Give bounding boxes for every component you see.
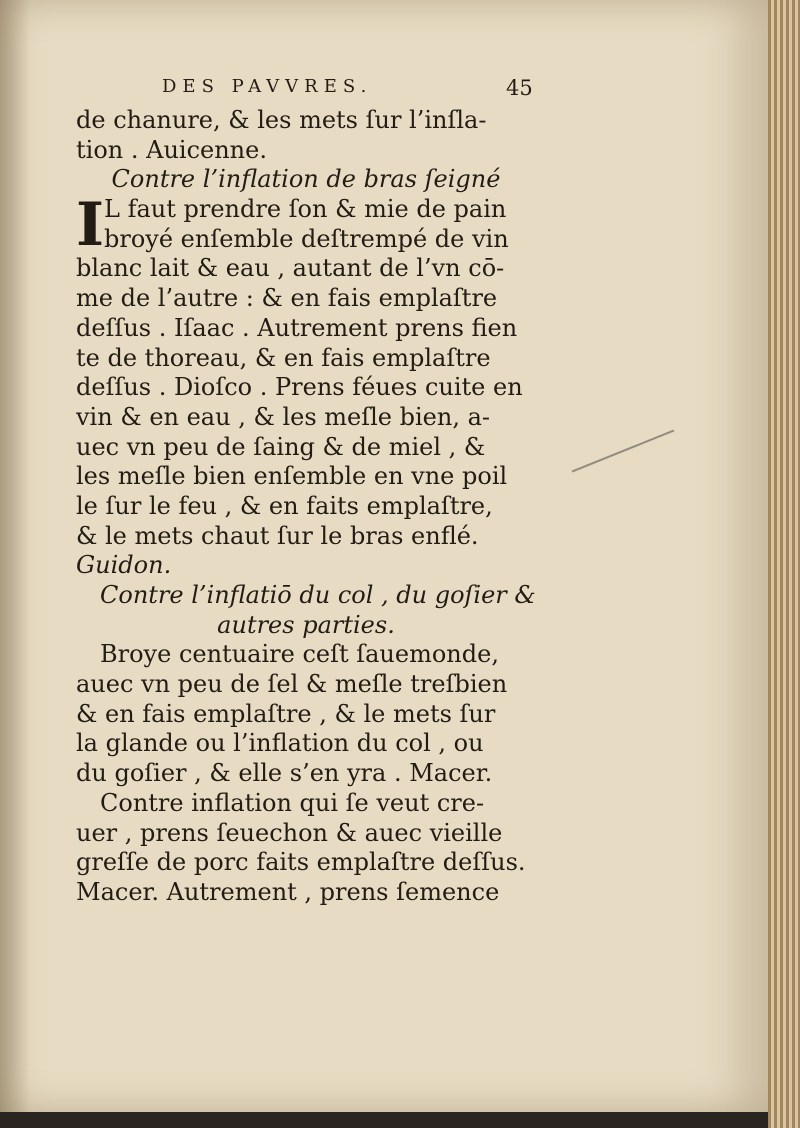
text-line: uec vn peu de ſaing & de miel , & xyxy=(76,432,486,461)
drop-cap: I xyxy=(76,190,105,261)
section-heading: Contre l’inflation de bras ſeigné xyxy=(111,165,501,194)
text-line: broyé enſemble deſtrempé de vin xyxy=(104,224,509,253)
text-line: vin & en eau , & les meſle bien, a- xyxy=(76,402,490,431)
text-line: & en fais emplaſtre , & le mets ſur xyxy=(76,699,496,728)
text-line: deſſus . Dioſco . Prens féues cuite en xyxy=(76,373,523,402)
pencil-mark xyxy=(572,429,675,472)
text-line: uer , prens ſeuechon & auec vieille xyxy=(76,818,503,847)
page-edges xyxy=(768,0,800,1128)
running-head xyxy=(76,76,536,106)
text-line: blanc lait & eau , autant de l’vn cō- xyxy=(76,254,505,283)
text-line: du goſier , & elle s’en yra . Macer. xyxy=(76,759,493,788)
text-block xyxy=(76,76,536,908)
text-line: les meſle bien enſemble en vne poil xyxy=(76,462,508,491)
text-line: auec vn peu de ſel & meſle treſbien xyxy=(76,670,508,699)
section-heading: Contre l’inflatiō du col , du goſier & xyxy=(100,581,536,609)
text-line: L faut prendre ſon & mie de pain xyxy=(104,195,507,224)
running-head-title: DES PAVVRES. xyxy=(162,76,373,97)
page-number: 45 xyxy=(506,76,533,100)
text-line: Broye centuaire ceſt ſauemonde, xyxy=(100,640,499,669)
gutter-shadow xyxy=(0,0,30,1112)
text-line: tion . Auicenne. xyxy=(76,135,267,164)
dropcap-paragraph xyxy=(76,190,536,261)
text-line: Macer. Autrement , prens ſemence xyxy=(76,877,500,906)
text-line: te de thoreau, & en fais emplaſtre xyxy=(76,343,491,372)
text-line: me de l’autre : & en fais emplaſtre xyxy=(76,284,498,313)
text-line: le ſur le feu , & en faits emplaſtre, xyxy=(76,491,493,520)
author-citation: Guidon. xyxy=(76,551,172,580)
text-line: Contre inflation qui ſe veut cre- xyxy=(100,788,485,817)
text-line: de chanure, & les mets ſur l’inſla- xyxy=(76,106,487,134)
section-heading: autres parties. xyxy=(217,610,395,639)
text-line: deſſus . Iſaac . Autrement prens fien xyxy=(76,313,518,342)
text-line: greſſe de porc faits emplaſtre deſſus. xyxy=(76,848,526,877)
text-line: la glande ou l’inflation du col , ou xyxy=(76,729,484,758)
text-line: & le mets chaut ſur le bras enflé. xyxy=(76,521,479,550)
